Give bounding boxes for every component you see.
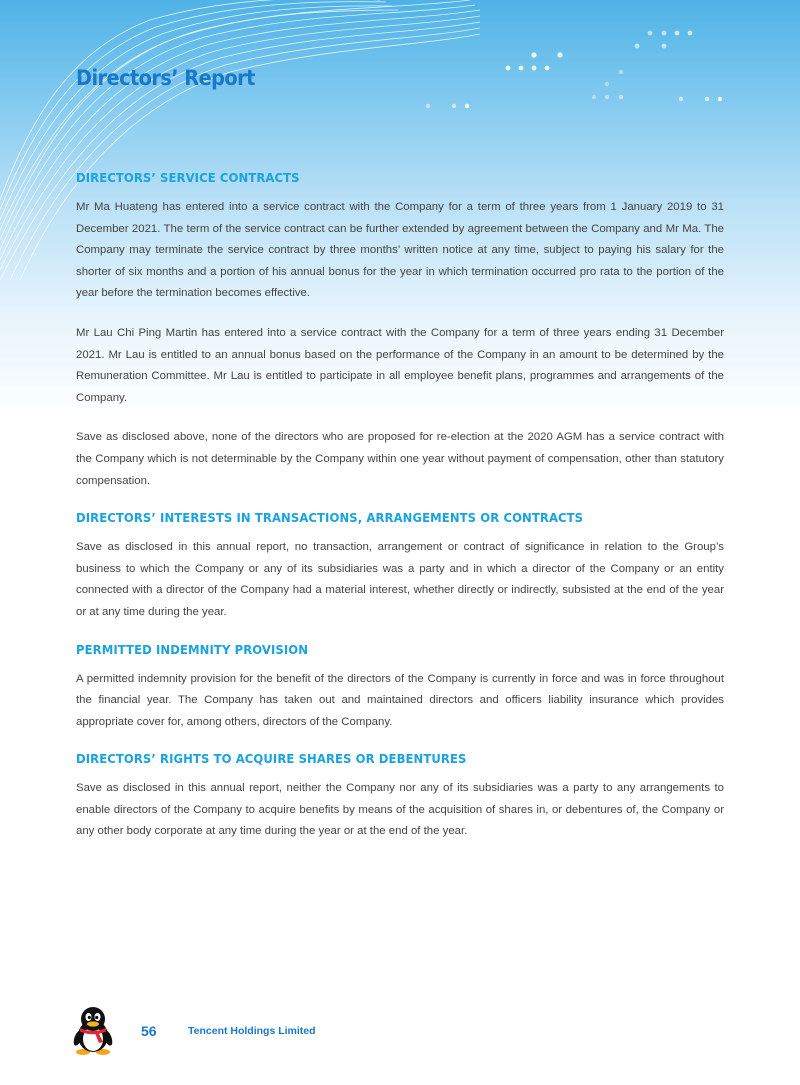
page-title: Directors’ Report — [76, 66, 255, 90]
dot-pattern-decoration — [0, 0, 800, 130]
section-heading-indemnity: PERMITTED INDEMNITY PROVISION — [76, 641, 309, 657]
section-paragraph: Save as disclosed in this annual report, no transaction, arrangement or contract of significance in relation to the Group’s business to which the Company or any of its subsidiaries was a party and in which a director of the Company or an entity connected with a director of the Company had a material interest, whether directly or indirectly, subsisted at the end of the year or at any time during the year. — [76, 541, 724, 618]
page-number: 56 — [141, 1023, 157, 1039]
section-paragraph: A permitted indemnity provision for the benefit of the directors of the Company is currently in force and was in force throughout the financial year. The Company has taken out and maintained directors and officers liability insurance which provides appropriate cover for, among others, directors of the Company. — [76, 672, 724, 728]
section-paragraph: Mr Lau Chi Ping Martin has entered into a service contract with the Company for a term of three years ending 31 December 2021. Mr Lau is entitled to an annual bonus based on the performance of the Company in an amount to be determined by the Remuneration Committee. Mr Lau is entitled to participate in all employee benefit plans, programmes and arrangements of the Company. — [76, 326, 724, 404]
section-paragraph: Save as disclosed above, none of the directors who are proposed for re-election at the 2020 AGM has a service contract with the Company which is not determinable by the Company within one year without payment of compensation, other than statutory compensation. — [76, 431, 724, 487]
company-name: Tencent Holdings Limited — [188, 1025, 316, 1037]
section-heading-service-contracts: DIRECTORS’ SERVICE CONTRACTS — [76, 170, 300, 185]
report-body — [76, 170, 724, 861]
section-paragraph: Save as disclosed in this annual report, neither the Company nor any of its subsidiaries was a party to any arrangements to enable directors of the Company to acquire benefits by means of the acquisition of shares in, or debentures of, the Company or any other body corporate at any time during the year or at the end of the year. — [76, 782, 724, 838]
section-paragraph: Mr Ma Huateng has entered into a service contract with the Company for a term of three years from 1 January 2019 to 31 December 2021. The term of the service contract can be further extended by agreement between the Company and Mr Ma. The Company may terminate the service contract by three months’ written notice at any time, subject to paying his salary for the shorter of six months and a portion of his annual bonus for the year in which termination occurred pro rata to the portion of the year before the termination becomes effective. — [76, 201, 724, 300]
section-heading-interests: DIRECTORS’ INTERESTS IN TRANSACTIONS, ARRANGEMENTS OR CONTRACTS — [76, 510, 584, 526]
penguin-mascot-icon — [72, 1006, 114, 1056]
section-heading-rights: DIRECTORS’ RIGHTS TO ACQUIRE SHARES OR DEBENTURES — [76, 751, 467, 767]
